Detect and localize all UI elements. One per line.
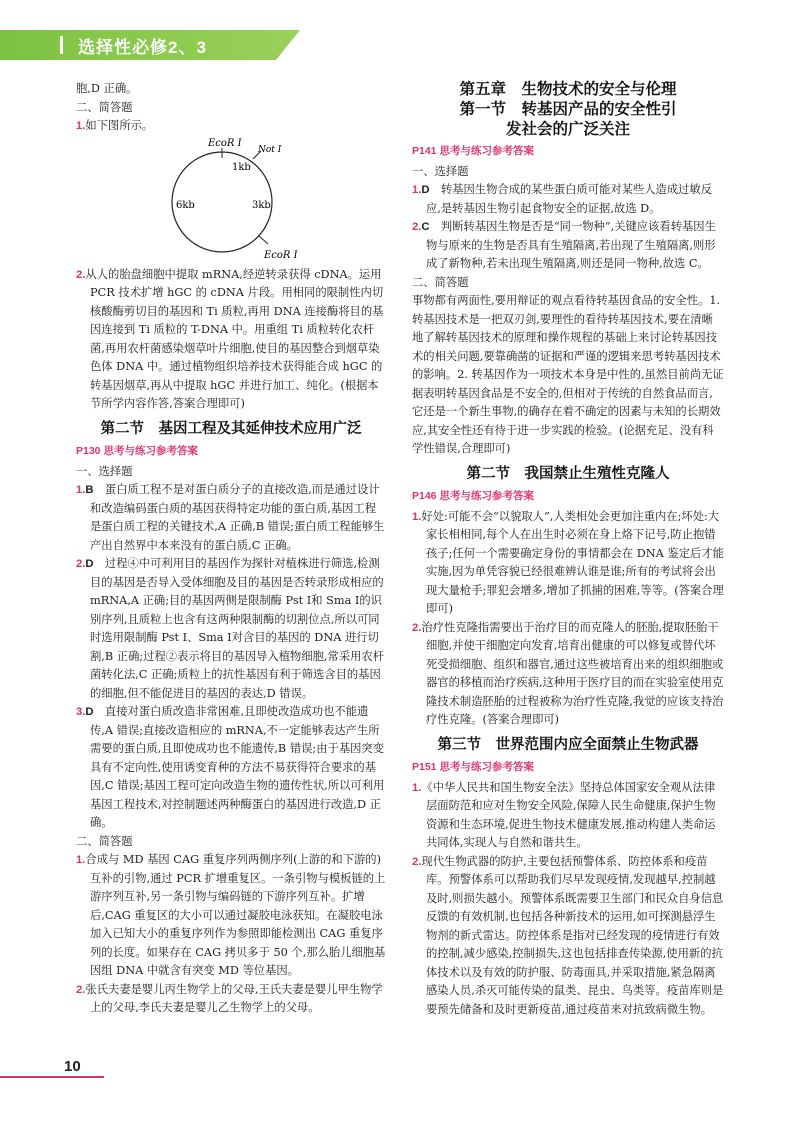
page-number-underline [0, 1076, 104, 1078]
header-band [0, 0, 800, 57]
answer-item: 1.合成与 MD 基因 CAG 重复序列两侧序列(上游的和下游的)互补的引物,通过 PCR 扩增重复区。一条引物与模板链的上游序列互补,另一条引物与编码链的下游序列互补。扩增后,CAG 重复区的大小可以通过凝胶电泳获知。在凝胶电泳加入已知大小的重复序列作为参照即能检测出 CAG 重复序列的长度。如果存在 CAG 拷贝多于 50 个,那么胎儿细胞基因组 DNA 中就含有突变 MD 等位基因。 [76, 853, 386, 977]
right-column [412, 80, 724, 1019]
page-number: 10 [64, 1058, 81, 1075]
ecori-bottom-marker [259, 236, 268, 244]
chapter-title: 第五章 生物技术的安全与伦理 [459, 81, 677, 98]
answer-item: 1.如下图所示。 [76, 119, 154, 132]
section-title: 第二节 基因工程及其延伸技术应用广泛 [100, 420, 362, 437]
kb3-label: 3kb [252, 199, 271, 211]
section-title-cont: 发社会的广泛关注 [505, 121, 630, 138]
answer-paragraph: 事物都有两面性,要用辩证的观点看待转基因食品的安全性。1.转基因技术是一把双刃剑,要理性的看待转基因技术,要在清晰地了解转基因技术的原理和操作规程的基础上来讨论转基因技术的相关问题,要靠确凿的证据和严谨的逻辑来思考转基因技术的影响。2. 转基因作为一项技术本身是中性的,虽然目前尚无证据表明转基因食品是不安全的,但相对于传统的自然食品而言,它还是一个新生事物,的确存在着不确定的因素与未知的长期效应,其安全性还有待于进一步实践的检验。(论据充足、没有科学性错误,合理即可) [412, 294, 724, 455]
intro-line: 胞,D 正确。 [76, 82, 138, 95]
noti-label: Not Ⅰ [258, 144, 282, 155]
answer-item: 1.D 转基因生物合成的某些蛋白质可能对某些人造成过敏反应,是转基因生物引起食物安全的证据,故选 D。 [412, 183, 713, 215]
kb1-label: 1kb [232, 161, 251, 173]
plasmid-diagram [76, 136, 386, 266]
section-label: 二、简答题 [412, 275, 469, 289]
plasmid-svg [76, 136, 386, 266]
kb6-label: 6kb [176, 199, 195, 211]
answer-item: 1.《中华人民共和国生物安全法》坚持总体国家安全观从法律层面防范和应对生物安全风险,保障人民生命健康,保护生物资源和生态环境,促进生物技术健康发展,推动构建人类命运共同体,实现人与自然和谐共生。 [412, 780, 716, 849]
answer-item: 2.从人的胎盘细胞中提取 mRNA,经逆转录获得 cDNA。运用 PCR 技术扩增 hGC 的 cDNA 片段。用相同的限制性内切核酸酶剪切目的基因和 Ti 质粒,再用 DNA 连接酶将目的基因连接到 Ti 质粒的 T-DNA 中。用重组 Ti 质粒转化农杆菌,再用农杆菌感染烟草叶片细胞,使目的基因整合到烟草染色体 DNA 中。通过植物组织培养技术获得能合成 hGC 的转基因烟草,再从中提取 hGC 并进行加工、纯化。(根据本节所学内容作答,答案合理即可) [76, 267, 384, 410]
answer-item: 2.治疗性克隆指需要出于治疗目的而克隆人的胚胎,提取胚胎干细胞,并使干细胞定向发育,培育出健康的可以修复或替代坏死受损细胞、组织和器官,通过这些被培育出来的组织细胞或器官的移植而治疗疾病,这种用于医疗目的而在实验室使用克隆技术制造胚胎的过程被称为治疗性克隆,我觉的应该支持治疗性克隆。(答案合理即可) [412, 620, 724, 726]
answer-item: 2.张氏夫妻是婴儿丙生物学上的父母,王氏夫妻是婴儿甲生物学上的父母,李氏夫妻是婴儿乙生物学上的父母。 [76, 982, 383, 1014]
answer-item: 2.C 判断转基因生物是否是“同一物种”,关键应该看转基因生物与原来的生物是否具有生殖隔离,若出现了生殖隔离,则形成了新物种,若未出现生殖隔离,则还是同一物种,故选 C。 [412, 220, 716, 270]
section-label: 一、选择题 [412, 164, 469, 178]
reference-label: P141 思考与练习参考答案 [412, 145, 534, 157]
book-title: 选择性必修2、3 [78, 38, 207, 57]
section-label: 二、简答题 [76, 834, 133, 848]
answer-item: 2.现代生物武器的防护,主要包括预警体系、防控体系和疫苗库。预警体系可以帮助我们尽早发现疫情,发现越早,控制越及时,则损失越小。预警体系既需要卫生部门和民众自身信息反馈的有效机制,也包括各种新技术的运用,如可探测悬浮生物剂的新式雷达。防控体系是指对已经发现的疫情进行有效的控制,减少感染,控制损失,这也包括排查传染源,使用新的抗体技术以及有效的防护服、防毒面具,并采取措施,紧急隔离感染人员,杀灭可能传染的鼠类、昆虫、鸟类等。疫苗库则是要预先储备和及时更新疫苗,通过疫苗来对抗致病微生物。 [412, 854, 724, 1016]
answer-item: 3.D 直接对蛋白质改造非常困难,且即使改造成功也不能遗传,A 错误;直接改造相应的 mRNA,不一定能够表达产生所需要的蛋白质,且即使成功也不能遗传,B 错误;由于基因突变具有不定向性,使用诱变育种的方法不易获得符合要求的基因,C 错误;基因工程可定向改造生物的遗传性状,所以可利用基因工程技术,对控制题述两种酶蛋白的基因进行改造,D 正确。 [76, 705, 385, 829]
reference-label: P146 思考与练习参考答案 [412, 490, 534, 502]
ecori-top-label: EcoR Ⅰ [208, 137, 242, 149]
reference-label: P130 思考与练习参考答案 [76, 445, 198, 457]
ecori-bottom-label: EcoR Ⅰ [264, 249, 298, 261]
header-divider [60, 36, 63, 54]
section-title: 第二节 我国禁止生殖性克隆人 [466, 465, 670, 482]
section-label: 二、简答题 [76, 100, 133, 114]
answer-item: 1.B 蛋白质工程不是对蛋白质分子的直接改造,而是通过设计和改造编码蛋白质的基因获得特定功能的蛋白质,基因工程是蛋白质工程的关键技术,A 正确,B 错误;蛋白质工程能够生产出自然界中本来没有的蛋白质,C 正确。 [76, 483, 385, 552]
left-column [76, 80, 386, 1018]
section-label: 一、选择题 [76, 464, 133, 478]
section-title: 第一节 转基因产品的安全性引 [459, 101, 677, 118]
reference-label: P151 思考与练习参考答案 [412, 761, 534, 773]
section-title: 第三节 世界范围内应全面禁止生物武器 [437, 736, 699, 753]
answer-item: 2.D 过程④中可利用目的基因作为探针对植株进行筛选,检测目的基因是否导入受体细胞及目的基因是否转录形成相应的 mRNA,A 正确;目的基因两侧是限制酶 Pst Ⅰ和 Sma Ⅰ的识别序列,且质粒上也含有这两种限制酶的切割位点,所以可同时选用限制酶 Pst Ⅰ、Sma Ⅰ对含目的基因的 DNA 进行切割,B 正确;过程②表示将目的基因导入植物细胞,常采用农杆菌转化法,C 正确;质粒上的抗性基因有利于筛选含目的基因的细胞,但不能促进目的基因的表达,D 错误。 [76, 557, 385, 700]
answer-item: 1.好处:可能不会“以貌取人”,人类相处会更加注重内在;坏处:大家长相相同,每个人在出生时必须在身上烙下记号,防止抱错孩子;任何一个需要确定身份的事情都会在 DNA 鉴定后才能实施,因为单凭容貌已经很难辨认谁是谁;所有的考试将会出现大量枪手;罪犯会增多,增加了抓捕的困难,等等。(答案合理即可) [412, 509, 724, 615]
